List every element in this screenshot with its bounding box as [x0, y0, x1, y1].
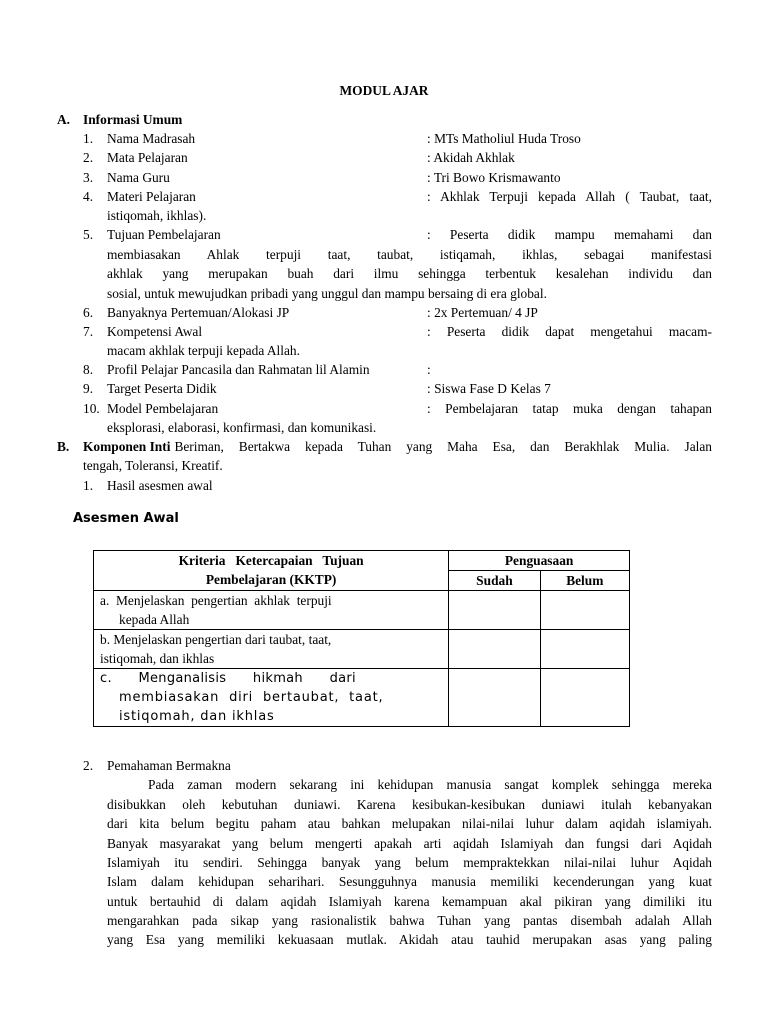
page-title: MODUL AJAR [339, 83, 429, 98]
item-value-continuation: eksplorasi, elaborasi, konfirmasi, dan komunikasi. [107, 420, 377, 435]
item-value-kompetensi-awal: : Peserta didik dapat mengetahui macam- [427, 324, 712, 339]
item-number: 3. [83, 170, 94, 185]
item-value-nama-guru: : Tri Bowo Krismawanto [427, 170, 561, 185]
item-number: 9. [83, 381, 94, 396]
item-label-nama-guru: Nama Guru [107, 170, 170, 185]
section-b-letter: B. [57, 439, 70, 454]
paragraph-line: Islam dalam kehidupan seharihari. Sesungguhnya manusia memiliki kecenderungan yang kuat [107, 874, 712, 889]
table-cell-criteria [94, 669, 449, 727]
section-b-heading: Komponen Inti [83, 439, 171, 454]
item-label-mata-pelajaran: Mata Pelajaran [107, 150, 188, 165]
item-label-alokasi-jp: Banyaknya Pertemuan/Alokasi JP [107, 305, 290, 320]
item-value-nama-madrasah: : MTs Matholiul Huda Troso [427, 131, 581, 146]
table-row [94, 669, 630, 727]
paragraph-line: mengarahkan pada sikap yang rasionalistik bahwa Tuhan yang pantas disembah adalah Allah [107, 913, 712, 928]
table-row [94, 630, 630, 669]
table-cell-criteria [94, 630, 449, 669]
paragraph-line: Banyak masyarakat yang belum mengerti apakah arti aqidah Islamiyah dan fungsi dari Aqidah [107, 836, 712, 851]
item-value-continuation: istiqomah, ikhlas). [107, 208, 207, 223]
item-value-target-peserta: : Siswa Fase D Kelas 7 [427, 381, 551, 396]
item-label-nama-madrasah: Nama Madrasah [107, 131, 196, 146]
table-header-kktp [94, 551, 449, 591]
paragraph-line: dari kita belum begitu paham atau bahkan melupakan nilai-nilai luhur dalam aqidah islamiyah. [107, 816, 712, 831]
item-number: 4. [83, 189, 94, 204]
criteria-text: c. Menganalisis hikmah dari [100, 671, 356, 686]
kktp-table [93, 550, 630, 727]
criteria-text: a. Menjelaskan pengertian akhlak terpuji [100, 593, 332, 608]
item-number: 8. [83, 362, 94, 377]
criteria-text: b. Menjelaskan pengertian dari taubat, taat, [100, 632, 332, 647]
item-number: 10. [83, 401, 100, 416]
item-number: 2. [83, 758, 94, 773]
asesmen-awal-heading: Asesmen Awal [73, 511, 179, 526]
table-header-sudah: Sudah [449, 571, 540, 591]
item-number: 7. [83, 324, 94, 339]
table-cell-sudah[interactable] [449, 630, 540, 669]
criteria-text: membiasakan diri bertaubat, taat, [119, 690, 384, 705]
item-value-mata-pelajaran: : Akidah Akhlak [427, 150, 515, 165]
item-value-materi-pelajaran: : Akhlak Terpuji kepada Allah ( Taubat, taat, [427, 189, 712, 204]
section-b-line1 [83, 437, 712, 457]
item-value-profil-pelajar: : [427, 362, 431, 377]
item-number: 1. [83, 131, 94, 146]
item-number: 5. [83, 227, 94, 242]
table-cell-criteria [94, 591, 449, 630]
item-number: 1. [83, 478, 94, 493]
table-header-penguasaan: Penguasaan [449, 551, 630, 571]
item-value-continuation: macam akhlak terpuji kepada Allah. [107, 343, 300, 358]
paragraph-line: yang Esa yang memiliki kekuasaan mutlak. Akidah atau tauhid merupakan asas yang paling [107, 932, 712, 947]
paragraph-line: disibukkan oleh kebutuhan duniawi. Karena kesibukan-kesibukan duniawi itulah kebanyakan [107, 797, 712, 812]
paragraph-line: untuk bertauhid di dalam aqidah Islamiyah karena kemampuan akal pikiran yang dimiliki itu [107, 894, 712, 909]
section-a-heading: Informasi Umum [83, 112, 183, 127]
item-label-hasil-asesmen: Hasil asesmen awal [107, 478, 213, 493]
item-value-continuation: membiasakan Ahlak terpuji taat, taubat, istiqamah, ikhlas, sebagai manifestasi [107, 247, 712, 262]
table-header-belum: Belum [540, 571, 629, 591]
item-value-continuation: akhlak yang merupakan buah dari ilmu sehingga terbentuk kesalehan individu dan [107, 266, 712, 281]
item-label-tujuan-pembelajaran: Tujuan Pembelajaran [107, 227, 221, 242]
item-value-continuation: sosial, untuk mewujudkan pribadi yang unggul dan mampu bersaing di era global. [107, 286, 547, 301]
table-cell-belum[interactable] [540, 591, 629, 630]
item-label-pemahaman-bermakna: Pemahaman Bermakna [107, 758, 231, 773]
item-value-tujuan-pembelajaran: : Peserta didik mampu memahami dan [427, 227, 712, 242]
criteria-text: istiqomah, dan ikhlas [100, 651, 215, 666]
section-a-letter: A. [57, 112, 71, 127]
criteria-text: istiqomah, dan ikhlas [119, 709, 275, 724]
item-label-profil-pelajar: Profil Pelajar Pancasila dan Rahmatan lil Alamin [107, 362, 370, 377]
table-cell-belum[interactable] [540, 669, 629, 727]
item-number: 2. [83, 150, 94, 165]
table-cell-sudah[interactable] [449, 591, 540, 630]
table-row [94, 591, 630, 630]
table-header-kktp-line1: Kriteria Ketercapaian Tujuan [178, 553, 364, 568]
item-value-model-pembelajaran: : Pembelajaran tatap muka dengan tahapan [427, 401, 712, 416]
criteria-text: kepada Allah [119, 612, 190, 627]
section-b-text-cont: tengah, Toleransi, Kreatif. [83, 458, 223, 473]
item-value-alokasi-jp: : 2x Pertemuan/ 4 JP [427, 305, 538, 320]
paragraph-line: Pada zaman modern sekarang ini kehidupan manusia sangat komplek sehingga mereka [148, 777, 712, 792]
paragraph-line: Islamiyah itu sendiri. Sehingga banyak yang belum mempraktekkan nilai-nilai luhur Aqidah [107, 855, 712, 870]
table-cell-sudah[interactable] [449, 669, 540, 727]
section-b-text: Beriman, Bertakwa kepada Tuhan yang Maha Esa, dan Berakhlak Mulia. Jalan [174, 439, 712, 454]
item-label-model-pembelajaran: Model Pembelajaran [107, 401, 219, 416]
item-label-target-peserta: Target Peserta Didik [107, 381, 217, 396]
table-header-kktp-line2: Pembelajaran (KKTP) [205, 572, 337, 587]
item-label-materi-pelajaran: Materi Pelajaran [107, 189, 196, 204]
item-label-kompetensi-awal: Kompetensi Awal [107, 324, 203, 339]
item-number: 6. [83, 305, 94, 320]
table-cell-belum[interactable] [540, 630, 629, 669]
